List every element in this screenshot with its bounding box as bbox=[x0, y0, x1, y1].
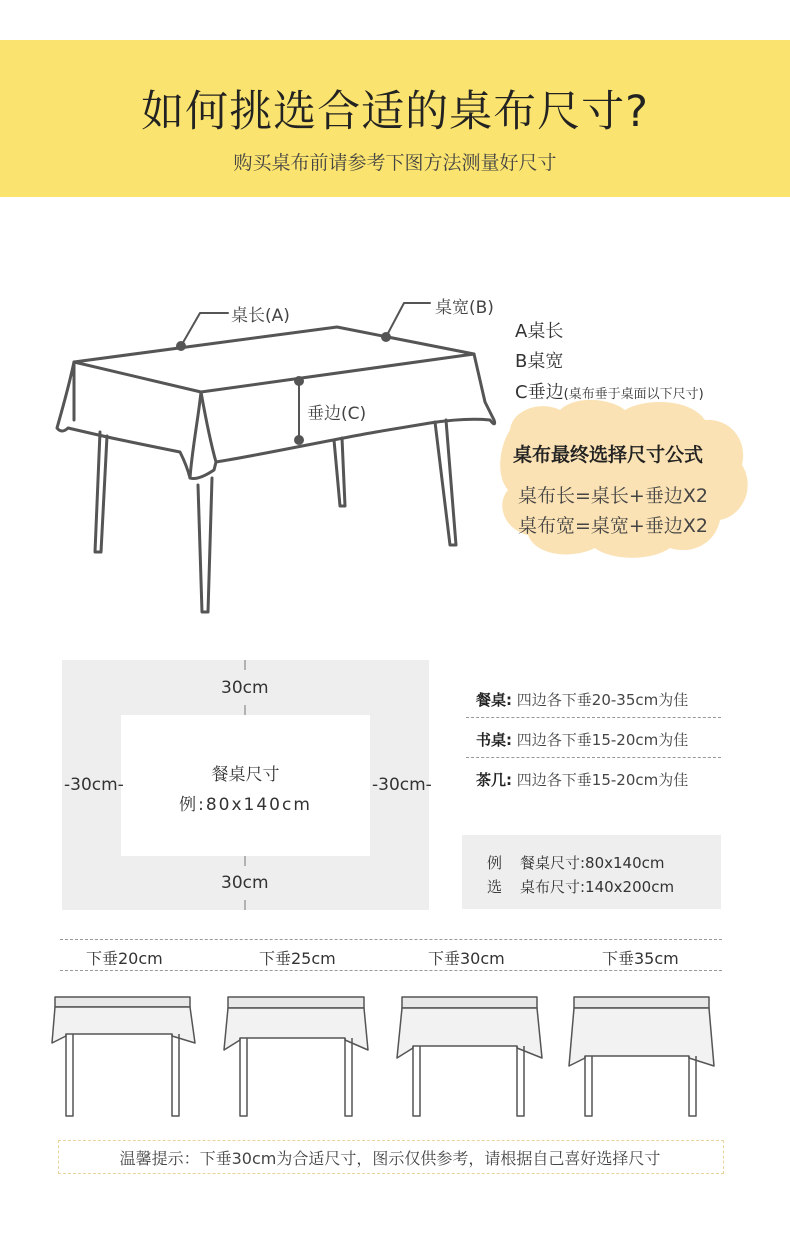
example-tag-2: 选 bbox=[487, 878, 503, 896]
rule-dining-text: 四边各下垂20-35cm为佳 bbox=[516, 691, 689, 709]
rule-coffee-label: 茶几: bbox=[476, 771, 512, 789]
label-table-length: 桌长(A) bbox=[231, 306, 290, 326]
example-line-1: 餐桌尺寸:80x140cm bbox=[520, 854, 665, 872]
legend-a: A桌长 bbox=[515, 321, 564, 342]
label-table-width: 桌宽(B) bbox=[435, 298, 494, 318]
legend-c-label: C垂边 bbox=[515, 382, 564, 403]
drop-label-25: 下垂25cm bbox=[259, 949, 336, 968]
rule-desk-text: 四边各下垂15-20cm为佳 bbox=[516, 731, 689, 749]
drop-label-30: 下垂30cm bbox=[428, 949, 505, 968]
drop-label-20: 下垂20cm bbox=[86, 949, 163, 968]
example-line-2: 桌布尺寸:140x200cm bbox=[520, 878, 675, 896]
margin-top: 30cm bbox=[221, 678, 269, 698]
formula-width: 桌布宽=桌宽+垂边X2 bbox=[518, 515, 708, 537]
tip-text: 温馨提示：下垂30cm为合适尺寸，图示仅供参考，请根据自己喜好选择尺寸 bbox=[119, 1149, 661, 1168]
table-size-name: 餐桌尺寸 bbox=[211, 765, 280, 785]
rule-desk-label: 书桌: bbox=[476, 731, 512, 749]
example-tag-1: 例 bbox=[487, 854, 503, 872]
formula-title: 桌布最终选择尺寸公式 bbox=[513, 444, 704, 466]
page-title: 如何挑选合适的桌布尺寸? bbox=[141, 87, 649, 137]
margin-left: -30cm- bbox=[64, 775, 124, 795]
table-size-dims: 例:80x140cm bbox=[179, 795, 312, 815]
rule-dining-label: 餐桌: bbox=[476, 691, 512, 709]
page-subtitle: 购买桌布前请参考下图方法测量好尺寸 bbox=[233, 152, 557, 174]
legend-b: B桌宽 bbox=[515, 351, 564, 372]
formula-length: 桌布长=桌长+垂边X2 bbox=[518, 485, 708, 507]
rule-coffee-text: 四边各下垂15-20cm为佳 bbox=[516, 771, 689, 789]
label-drop: 垂边(C) bbox=[307, 404, 367, 424]
drop-label-35: 下垂35cm bbox=[602, 949, 679, 968]
margin-right: -30cm- bbox=[372, 775, 432, 795]
legend-c-note: (桌布垂于桌面以下尺寸) bbox=[563, 387, 704, 402]
margin-bottom: 30cm bbox=[221, 873, 269, 893]
